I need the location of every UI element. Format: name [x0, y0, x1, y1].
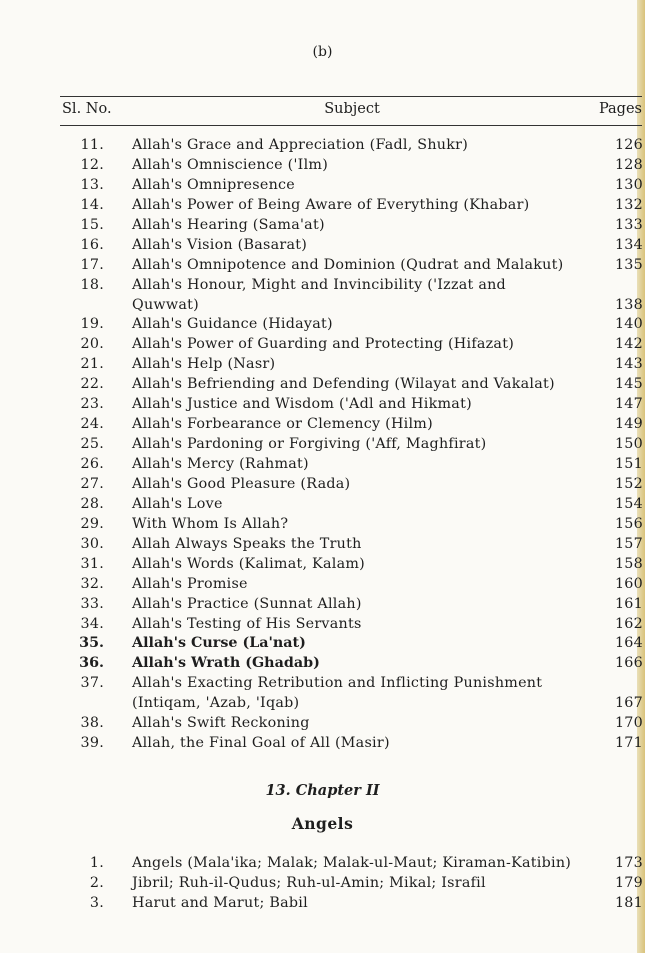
table-header — [62, 101, 642, 121]
entry-page: 173 — [614, 855, 643, 871]
entry-subject: Allah's Promise — [132, 575, 248, 592]
entry-number: 25. — [80, 436, 104, 453]
entry-number: 14. — [80, 196, 104, 213]
entry-subject: Allah's Practice (Sunnat Allah) — [132, 595, 362, 612]
entry-subject: Allah's Mercy (Rahmat) — [132, 456, 309, 472]
toc-entry — [0, 315, 645, 335]
toc-entry — [0, 216, 645, 236]
toc-entry — [0, 435, 645, 455]
toc-entry — [0, 674, 645, 694]
entry-subject: Allah's Befriending and Defending (Wilayat and Vakalat) — [132, 376, 555, 393]
entry-page: 179 — [614, 874, 643, 891]
entry-number: 34. — [80, 615, 104, 632]
toc-entry — [0, 156, 645, 176]
entry-page — [585, 276, 645, 296]
header-pages: Pages — [598, 101, 642, 117]
entry-subject: Allah's Justice and Wisdom ('Adl and Hikmat) — [132, 396, 472, 413]
entry-subject: Allah's Power of Being Aware of Everything (Khabar) — [132, 196, 530, 213]
entry-subject: Jibril; Ruh-il-Qudus; Ruh-ul-Amin; Mikal; Israfil — [132, 874, 486, 891]
entry-number: 38. — [80, 715, 104, 732]
toc-entry — [0, 136, 645, 156]
toc-entry — [0, 634, 645, 654]
entry-number: 29. — [80, 515, 104, 532]
toc-entry — [0, 355, 645, 375]
entry-subject: Allah's Testing of His Servants — [132, 615, 362, 632]
toc-entry — [0, 734, 645, 754]
toc-entry — [0, 515, 645, 535]
entry-number: 30. — [80, 535, 104, 552]
entry-page: 151 — [614, 456, 643, 472]
entry-page: 140 — [614, 316, 643, 333]
entry-subject: Allah's Words (Kalimat, Kalam) — [132, 555, 365, 572]
entry-subject: Allah, the Final Goal of All (Masir) — [132, 735, 390, 752]
entry-page: 126 — [614, 137, 643, 153]
entry-number: 33. — [80, 595, 104, 612]
toc-entry — [0, 595, 645, 615]
entry-number: 18. — [80, 276, 104, 293]
toc-entry — [0, 714, 645, 734]
toc-entry — [0, 296, 645, 316]
entry-page: 134 — [614, 236, 643, 253]
toc-entry — [0, 854, 645, 874]
toc-entry — [0, 555, 645, 575]
entry-subject: Allah's Honour, Might and Invincibility ('Izzat and — [132, 276, 506, 293]
entry-subject: Allah's Forbearance or Clemency (Hilm) — [132, 416, 433, 433]
chapter-title: Angels — [291, 814, 354, 833]
entry-page: 157 — [614, 535, 643, 552]
entry-page: 147 — [614, 396, 643, 413]
entry-number: 27. — [80, 475, 104, 492]
entry-number — [0, 694, 104, 714]
entry-number: 21. — [80, 356, 104, 373]
entry-page: 166 — [614, 655, 643, 672]
entry-page: 138 — [614, 296, 643, 313]
entry-page: 143 — [614, 356, 643, 373]
toc-entry — [0, 196, 645, 216]
page-label: (b) — [312, 44, 333, 60]
entry-page — [585, 674, 645, 694]
entry-page: 130 — [614, 176, 643, 193]
entry-page: 156 — [614, 515, 643, 532]
entry-number: 32. — [80, 575, 104, 592]
entry-subject: Allah's Wrath (Ghadab) — [132, 655, 320, 672]
entry-page: 150 — [614, 436, 643, 453]
entry-subject: Allah's Omnipotence and Dominion (Qudrat and Malakut) — [132, 256, 564, 273]
entry-number — [0, 296, 104, 316]
entry-subject: Allah's Pardoning or Forgiving ('Aff, Maghfirat) — [132, 436, 487, 453]
entry-number: 23. — [80, 396, 104, 413]
entry-number: 11. — [80, 137, 104, 153]
header-sl-no: Sl. No. — [62, 101, 112, 117]
entry-subject: Harut and Marut; Babil — [132, 894, 308, 911]
toc-entry — [0, 475, 645, 495]
entry-number: 31. — [80, 555, 104, 572]
entry-subject: Angels (Mala'ika; Malak; Malak-ul-Maut; Kiraman-Katibin) — [132, 855, 572, 871]
toc-entry — [0, 654, 645, 674]
entry-number: 37. — [80, 675, 104, 692]
entry-page: 167 — [614, 695, 643, 712]
toc-entry — [0, 236, 645, 256]
entry-page: 149 — [614, 416, 643, 433]
toc-entry — [0, 874, 645, 894]
entry-page: 162 — [614, 615, 643, 632]
entry-number: 35. — [79, 635, 104, 652]
entry-page: 145 — [614, 376, 643, 393]
entry-number: 3. — [89, 894, 104, 911]
entry-subject: Quwwat) — [132, 296, 200, 313]
entry-subject: Allah's Power of Guarding and Protecting (Hifazat) — [132, 336, 515, 353]
entry-subject: Allah's Swift Reckoning — [132, 715, 310, 732]
toc-entry — [0, 176, 645, 196]
entry-page: 161 — [614, 595, 643, 612]
toc-entry — [0, 375, 645, 395]
toc-entry — [0, 415, 645, 435]
toc-entry — [0, 276, 645, 296]
entry-number: 28. — [80, 495, 104, 512]
entry-subject: Allah's Love — [132, 495, 223, 512]
entry-number: 1. — [89, 855, 104, 871]
entry-subject: Allah's Help (Nasr) — [132, 356, 276, 373]
header-top-rule — [60, 96, 642, 97]
entry-number: 17. — [80, 256, 104, 273]
header-bottom-rule — [60, 125, 642, 126]
entry-page: 135 — [614, 256, 643, 273]
chapter-label: 13. Chapter II — [265, 782, 380, 799]
entry-number: 19. — [80, 316, 104, 333]
toc-entry — [0, 575, 645, 595]
entry-subject: Allah's Omniscience ('Ilm) — [132, 156, 329, 173]
entry-page: 170 — [614, 715, 643, 732]
entry-subject: Allah's Exacting Retribution and Inflicting Punishment — [132, 675, 543, 692]
entry-page: 152 — [614, 475, 643, 492]
toc-entry — [0, 615, 645, 635]
entry-page: 133 — [614, 216, 643, 233]
entry-page: 171 — [614, 735, 643, 752]
entry-page: 181 — [614, 894, 643, 911]
entry-number: 12. — [80, 156, 104, 173]
entry-page: 132 — [614, 196, 643, 213]
entry-number: 15. — [80, 216, 104, 233]
entry-page: 128 — [614, 156, 643, 173]
entry-page: 158 — [614, 555, 643, 572]
toc-entry — [0, 535, 645, 555]
toc-entry — [0, 335, 645, 355]
entry-subject: Allah Always Speaks the Truth — [132, 535, 362, 552]
entry-subject: Allah's Hearing (Sama'at) — [132, 216, 325, 233]
entry-page: 160 — [614, 575, 643, 592]
entry-number: 13. — [80, 176, 104, 193]
chapter-contents-list — [0, 854, 645, 914]
entry-subject: With Whom Is Allah? — [132, 515, 289, 532]
toc-entry — [0, 395, 645, 415]
entry-number: 36. — [79, 655, 104, 672]
entry-number: 20. — [80, 336, 104, 353]
entry-subject: (Intiqam, 'Azab, 'Iqab) — [132, 695, 300, 712]
toc-entry — [0, 694, 645, 714]
entry-number: 39. — [80, 735, 104, 752]
entry-number: 2. — [89, 874, 104, 891]
entry-subject: Allah's Guidance (Hidayat) — [132, 316, 333, 333]
entry-number: 26. — [80, 456, 104, 472]
header-subject: Subject — [324, 101, 380, 117]
entry-page: 164 — [614, 635, 643, 652]
contents-list — [0, 136, 645, 754]
entry-page: 154 — [614, 495, 643, 512]
entry-subject: Allah's Omnipresence — [132, 176, 295, 193]
entry-subject: Allah's Grace and Appreciation (Fadl, Shukr) — [132, 137, 469, 153]
entry-number: 24. — [80, 416, 104, 433]
toc-entry — [0, 256, 645, 276]
entry-subject: Allah's Curse (La'nat) — [132, 635, 306, 652]
toc-entry — [0, 455, 645, 475]
entry-subject: Allah's Good Pleasure (Rada) — [132, 475, 351, 492]
entry-subject: Allah's Vision (Basarat) — [132, 236, 308, 253]
toc-entry — [0, 495, 645, 515]
toc-entry — [0, 894, 645, 914]
entry-number: 22. — [80, 376, 104, 393]
entry-page: 142 — [614, 336, 643, 353]
entry-number: 16. — [80, 236, 104, 253]
